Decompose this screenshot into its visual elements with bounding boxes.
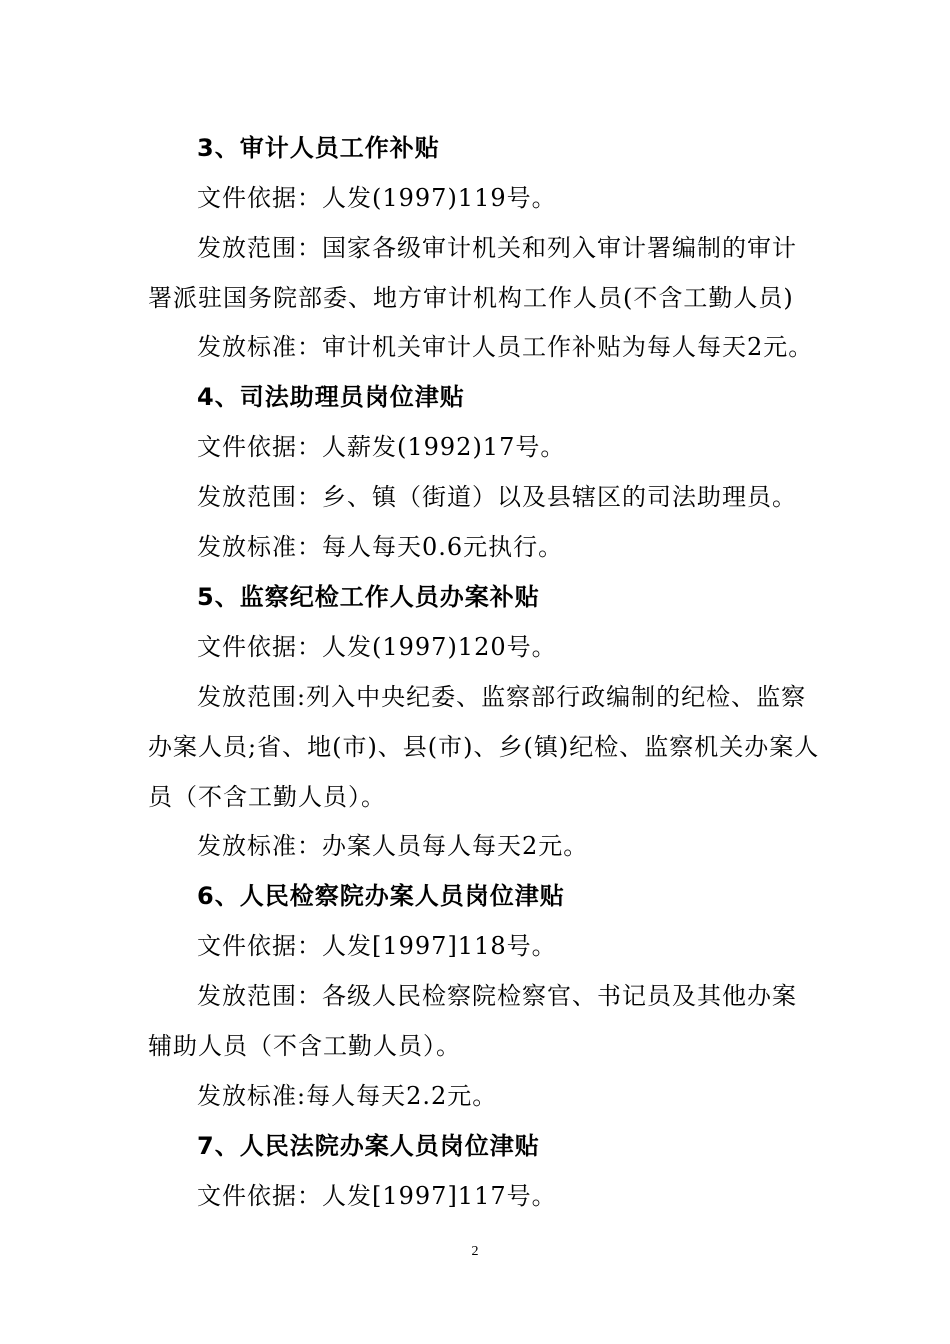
paragraph-line: 发放标准：审计机关审计人员工作补贴为每人每天2元。 bbox=[197, 333, 814, 361]
paragraph-line: 文件依据：人薪发(1992)17号。 bbox=[197, 433, 566, 461]
section-heading: 5、监察纪检工作人员办案补贴 bbox=[197, 583, 540, 611]
paragraph-line: 发放标准：每人每天0.6元执行。 bbox=[197, 533, 564, 561]
paragraph-line: 文件依据：人发(1997)120号。 bbox=[197, 633, 557, 661]
section-heading: 3、审计人员工作补贴 bbox=[197, 134, 440, 162]
paragraph-line: 办案人员;省、地(市)、县(市)、乡(镇)纪检、监察机关办案人 bbox=[148, 733, 820, 761]
paragraph-line: 发放标准:每人每天2.2元。 bbox=[197, 1082, 498, 1110]
paragraph-line: 发放范围:列入中央纪委、监察部行政编制的纪检、监察 bbox=[197, 683, 807, 711]
paragraph-line: 文件依据：人发[1997]117号。 bbox=[197, 1182, 557, 1210]
paragraph-line: 员（不含工勤人员）。 bbox=[148, 783, 386, 811]
paragraph-line: 署派驻国务院部委、地方审计机构工作人员(不含工勤人员) bbox=[148, 284, 794, 312]
page-number: 2 bbox=[471, 1244, 479, 1259]
paragraph-line: 发放范围：各级人民检察院检察官、书记员及其他办案 bbox=[197, 982, 797, 1010]
section-heading: 4、司法助理员岗位津贴 bbox=[197, 383, 465, 411]
paragraph-line: 发放范围：国家各级审计机关和列入审计署编制的审计 bbox=[197, 234, 797, 262]
paragraph-line: 文件依据：人发(1997)119号。 bbox=[197, 184, 557, 212]
paragraph-line: 发放标准：办案人员每人每天2元。 bbox=[197, 832, 589, 860]
paragraph-line: 文件依据：人发[1997]118号。 bbox=[197, 932, 557, 960]
paragraph-line: 发放范围：乡、镇（街道）以及县辖区的司法助理员。 bbox=[197, 483, 797, 511]
paragraph-line: 辅助人员（不含工勤人员）。 bbox=[148, 1032, 461, 1060]
section-heading: 6、人民检察院办案人员岗位津贴 bbox=[197, 882, 565, 910]
section-heading: 7、人民法院办案人员岗位津贴 bbox=[197, 1132, 540, 1160]
